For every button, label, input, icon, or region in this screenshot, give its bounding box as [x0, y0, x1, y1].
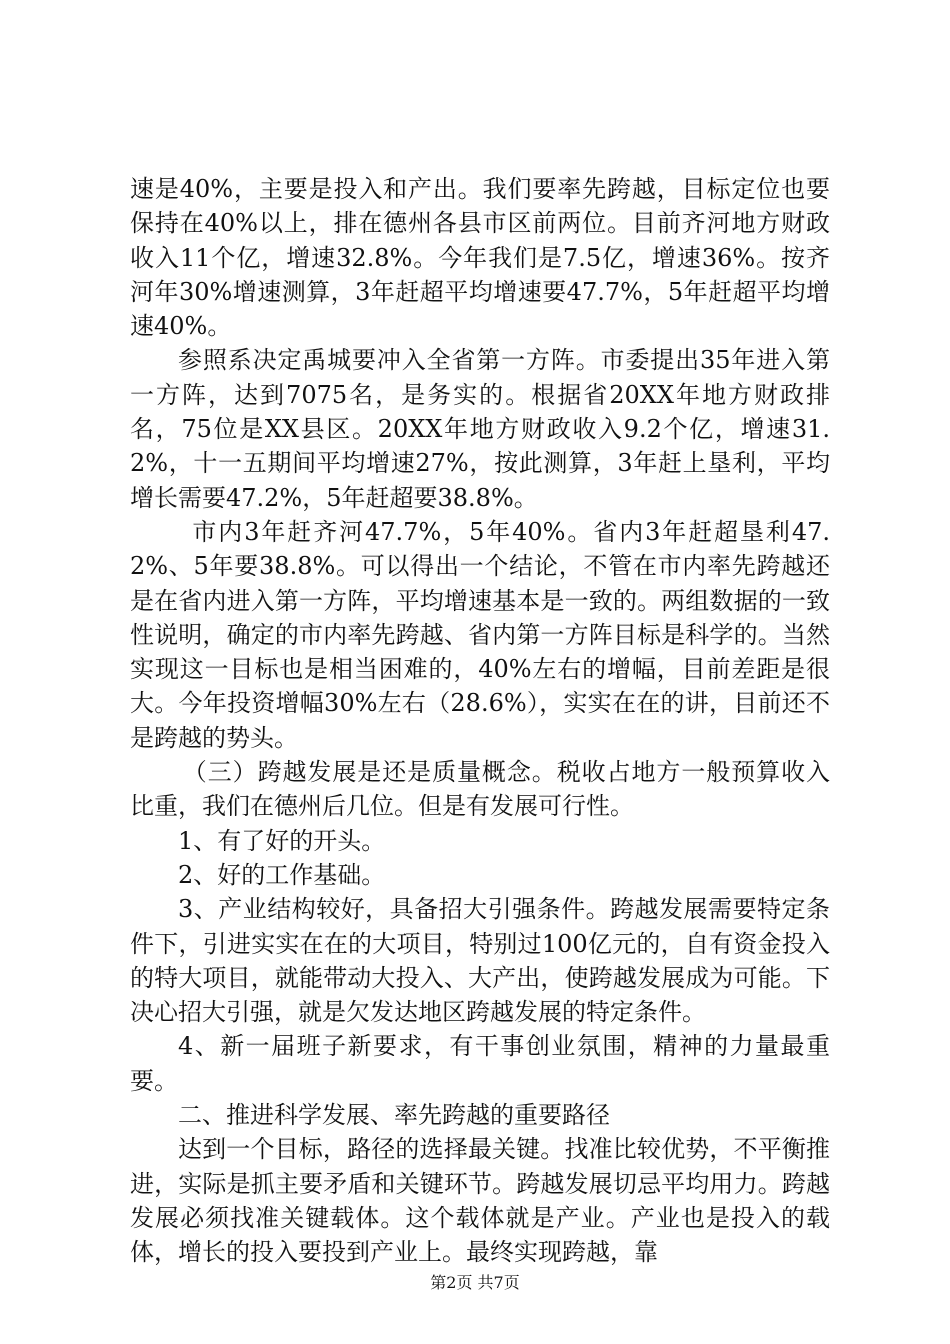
paragraph-3: 市内3年赶齐河47.7%，5年40%。省内3年赶超垦利47.2%、5年要38.8%。可以得出一个结论，不管在市内率先跨越还是在省内进入第一方阵，平均增速基本是一致的。两组数据的一致性说明，确定的市内率先跨越、省内第一方阵目标是科学的。当然实现这一目标也是相当困难的，40%左右的增幅，目前差距是很大。今年投资增幅30%左右（28.6%），实实在在的讲，目前还不是跨越的势头。: [130, 517, 830, 752]
paragraph-4: （三）跨越发展是还是质量概念。税收占地方一般预算收入比重，我们在德州后几位。但是有发展可行性。: [130, 758, 830, 821]
document-body: [130, 172, 830, 1270]
paragraph-2: 参照系决定禹城要冲入全省第一方阵。市委提出35年进入第一方阵，达到7075名，是务实的。根据省20XX年地方财政排名，75位是XX县区。20XX年地方财政收入9.2个亿，增速31.2%，十一五期间平均增速27%，按此测算，3年赶上垦利，平均增长需要47.2%，5年赶超要38.8%。: [130, 346, 830, 512]
paragraph-5: 达到一个目标，路径的选择最关键。找准比较优势，不平衡推进，实际是抓主要矛盾和关键环节。跨越发展切忌平均用力。跨越发展必须找准关键载体。这个载体就是产业。产业也是投入的载体，增长的投入要投到产业上。最终实现跨越，靠: [130, 1135, 830, 1267]
page-number-footer: 第2页 共7页: [430, 1273, 520, 1292]
section-heading: 二、推进科学发展、率先跨越的重要路径: [178, 1101, 610, 1130]
list-item-3: 3、产业结构较好，具备招大引强条件。跨越发展需要特定条件下，引进实实在在的大项目，特别过100亿元的，自有资金投入的特大项目，就能带动大投入、大产出，使跨越发展成为可能。下决心招大引强，就是欠发达地区跨越发展的特定条件。: [130, 895, 830, 1027]
list-item-2: 2、好的工作基础。: [178, 860, 386, 889]
paragraph-1: 速是40%，主要是投入和产出。我们要率先跨越，目标定位也要保持在40%以上，排在德州各县市区前两位。目前齐河地方财政收入11个亿，增速32.8%。今年我们是7.5亿，增速36%。按齐河年30%增速测算，3年赶超平均增速要47.7%，5年赶超平均增速40%。: [130, 175, 830, 341]
list-item-1: 1、有了好的开头。: [178, 826, 386, 855]
list-item-4: 4、新一届班子新要求，有干事创业氛围，精神的力量最重要。: [130, 1032, 830, 1095]
